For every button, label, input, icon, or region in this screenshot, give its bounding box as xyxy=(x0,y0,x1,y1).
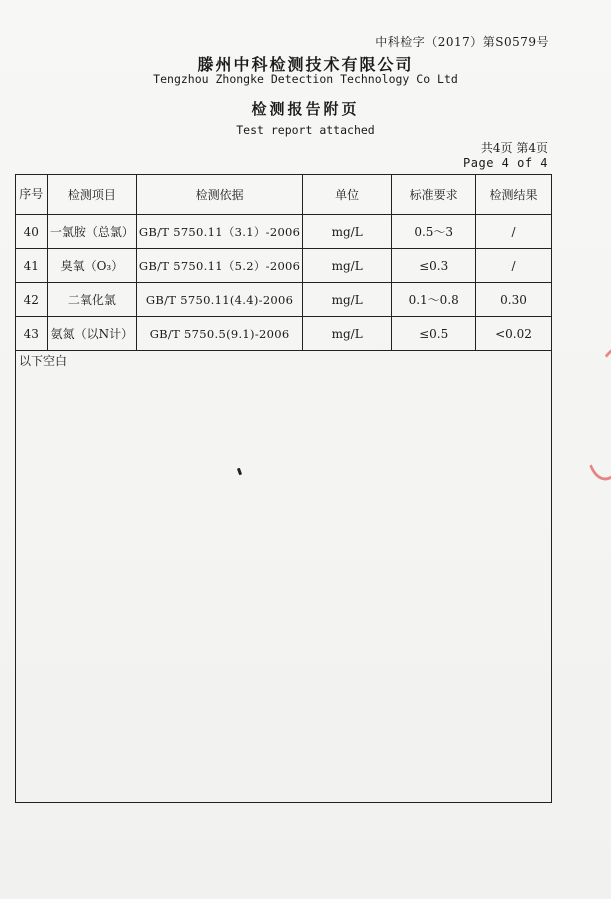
seal-stamp-edge xyxy=(576,342,611,484)
table-header-row xyxy=(16,175,552,215)
cell-basis: GB/T 5750.11（5.2）-2006 xyxy=(137,249,303,283)
cell-unit: mg/L xyxy=(302,215,391,249)
table-row xyxy=(16,215,552,249)
report-title-en: Test report attached xyxy=(236,123,375,137)
company-name-en: Tengzhou Zhongke Detection Technology Co Ltd xyxy=(153,72,458,86)
cell-item: 臭氧（O₃） xyxy=(47,249,137,283)
cell-standard: ≤0.3 xyxy=(392,249,476,283)
cell-basis: GB/T 5750.11(4.4)-2006 xyxy=(137,283,303,317)
page-indicator-en: Page 4 of 4 xyxy=(463,156,548,170)
blank-note: 以下空白 xyxy=(19,354,68,368)
page-indicator-cn: 共4页 第4页 xyxy=(480,141,548,155)
cell-basis: GB/T 5750.11（3.1）-2006 xyxy=(137,215,303,249)
cell-standard: 0.1～0.8 xyxy=(392,283,476,317)
header-item: 检测项目 xyxy=(47,175,137,215)
company-name-cn: 滕州中科检测技术有限公司 xyxy=(197,55,414,74)
cell-result: / xyxy=(475,249,551,283)
table-row xyxy=(16,317,552,351)
table-row xyxy=(16,283,552,317)
cell-unit: mg/L xyxy=(302,317,391,351)
cell-seq: 42 xyxy=(16,283,48,317)
results-table xyxy=(15,174,552,351)
cell-result: 0.30 xyxy=(475,283,551,317)
cell-item: 一氯胺（总氯） xyxy=(47,215,137,249)
cell-unit: mg/L xyxy=(302,249,391,283)
cell-result: / xyxy=(475,215,551,249)
cell-item: 氨氮（以N计） xyxy=(47,317,137,351)
cell-unit: mg/L xyxy=(302,283,391,317)
header-result: 检测结果 xyxy=(475,175,551,215)
cell-result: <0.02 xyxy=(475,317,551,351)
table-row xyxy=(16,249,552,283)
header-unit: 单位 xyxy=(302,175,391,215)
cell-standard: 0.5～3 xyxy=(392,215,476,249)
report-title-cn: 检测报告附页 xyxy=(251,100,360,118)
blank-area xyxy=(15,350,552,803)
cell-seq: 40 xyxy=(16,215,48,249)
cell-item: 二氧化氯 xyxy=(47,283,137,317)
report-number: 中科检字（2017）第S0579号 xyxy=(375,35,549,49)
cell-standard: ≤0.5 xyxy=(392,317,476,351)
cell-seq: 43 xyxy=(16,317,48,351)
header-basis: 检测依据 xyxy=(137,175,303,215)
header-seq: 序号 xyxy=(16,175,48,215)
header-standard: 标准要求 xyxy=(392,175,476,215)
cell-basis: GB/T 5750.5(9.1)-2006 xyxy=(137,317,303,351)
cell-seq: 41 xyxy=(16,249,48,283)
